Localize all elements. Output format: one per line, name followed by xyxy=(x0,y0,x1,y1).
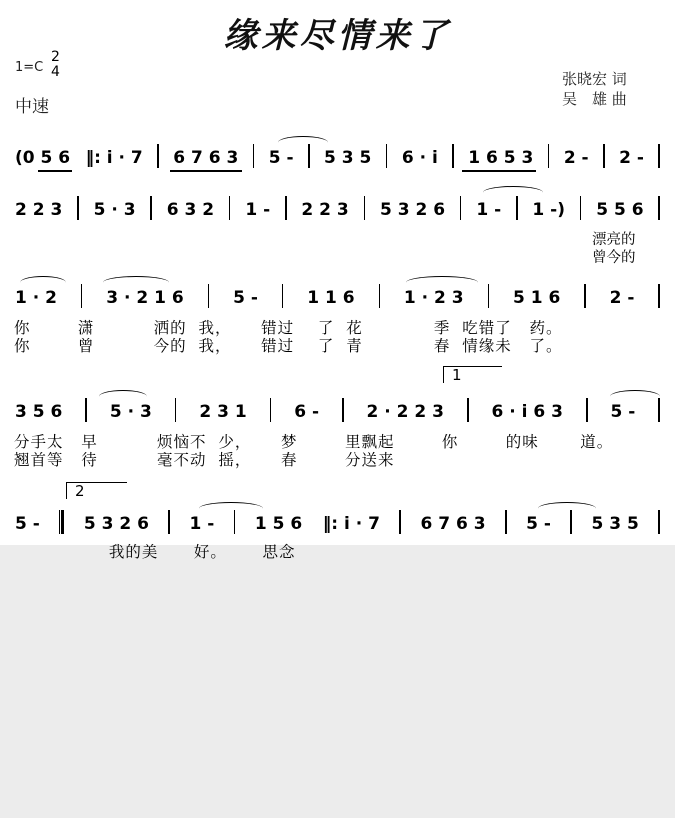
lyric-line: 你 潇 洒的 我， 错过 了 花 季 吃错了 药。 xyxy=(14,319,563,337)
time-signature-top: 2 xyxy=(51,49,60,65)
measure: 2 - xyxy=(609,288,635,308)
underline-beam xyxy=(38,170,72,172)
tempo-marking: 中速 xyxy=(15,97,49,117)
barline xyxy=(379,284,381,308)
measure: 3 · 2 1 6 xyxy=(106,288,184,308)
measure: ‖: i · 7 xyxy=(322,514,380,534)
measure: 6 7 6 3 xyxy=(173,148,239,168)
tie-arc xyxy=(103,276,169,289)
measure: 6 · i 6 3 xyxy=(491,402,563,422)
measure: 1 -) xyxy=(532,200,565,220)
tie-arc xyxy=(278,136,328,149)
measure: 6 3 2 xyxy=(166,200,215,220)
notation-row-2 xyxy=(14,194,660,220)
tie-arc xyxy=(406,276,478,289)
measure: 2 - xyxy=(563,148,589,168)
tie-arc xyxy=(199,502,263,515)
barline xyxy=(285,196,287,220)
volta-label: 2 xyxy=(75,482,85,500)
barline xyxy=(488,284,490,308)
barline xyxy=(77,196,79,220)
barline xyxy=(157,144,159,168)
measure: 5 3 5 xyxy=(324,148,372,168)
notation-row-1 xyxy=(14,142,660,168)
barline xyxy=(658,284,660,308)
measure: 3 5 6 xyxy=(15,402,63,422)
barline xyxy=(386,144,388,168)
measure: 1 5 6 xyxy=(254,514,303,534)
measure: 5 - xyxy=(15,514,40,534)
lyric-line: 翘首等 待 毫不动 摇， 春 分送来 xyxy=(14,451,395,469)
measure: 5 1 6 xyxy=(512,288,561,308)
barline xyxy=(150,196,152,220)
measure: 1 - xyxy=(476,200,502,220)
measure: 5 · 3 xyxy=(93,200,136,220)
barline xyxy=(208,284,210,308)
barline xyxy=(85,398,87,422)
barline xyxy=(282,284,284,308)
lyric-line: 你 曾 今的 我， 错过 了 青 春 情缘未 了。 xyxy=(14,337,563,355)
measure: 6 7 6 3 xyxy=(420,514,486,534)
measure: 1 6 5 3 xyxy=(468,148,534,168)
volta-label: 1 xyxy=(452,366,462,384)
underline-beam xyxy=(170,170,242,172)
measure: 5 3 5 xyxy=(591,514,639,534)
song-title: 缘来尽情来了 xyxy=(223,16,452,56)
barline xyxy=(505,510,507,534)
tie-arc xyxy=(20,276,66,289)
measure: 1 - xyxy=(189,514,215,534)
measure: 5 - xyxy=(268,148,294,168)
barline xyxy=(548,144,550,168)
measure: 5 3 2 6 xyxy=(83,514,149,534)
underline-beam xyxy=(462,170,536,172)
measure: 5 5 6 xyxy=(596,200,644,220)
tie-arc xyxy=(610,390,660,403)
lyric-line: 分手太 早 烦恼不 少， 梦 里飘起 你 的味 道。 xyxy=(14,433,614,451)
measure: 2 - xyxy=(619,148,644,168)
barline xyxy=(586,398,588,422)
repeat-end-barline xyxy=(59,510,64,534)
measure: 1 · 2 xyxy=(15,288,57,308)
measure: 5 - xyxy=(526,514,551,534)
barline xyxy=(467,398,469,422)
barline xyxy=(168,510,170,534)
lyricist-credit: 张晓宏 词 xyxy=(562,70,627,88)
measure: 2 · 2 2 3 xyxy=(366,402,444,422)
tie-arc xyxy=(99,390,147,403)
barline xyxy=(452,144,454,168)
barline xyxy=(516,196,518,220)
tie-arc xyxy=(538,502,596,515)
barline xyxy=(460,196,462,220)
barline xyxy=(658,196,660,220)
time-signature xyxy=(51,50,60,80)
measure: 1 1 6 xyxy=(307,288,355,308)
barline xyxy=(175,398,177,422)
lyric-line: 我的美 好。 思念 xyxy=(14,543,296,561)
composer-credit: 吴 雄 曲 xyxy=(562,90,627,108)
volta-bracket-1 xyxy=(443,366,502,383)
measure: 5 - xyxy=(610,402,636,422)
barline xyxy=(253,144,255,168)
barline xyxy=(81,284,83,308)
measure: ‖: i · 7 xyxy=(85,148,143,168)
measure: 6 - xyxy=(294,402,320,422)
measure: 5 3 2 6 xyxy=(380,200,446,220)
measure: 2 2 3 xyxy=(301,200,349,220)
barline xyxy=(603,144,605,168)
barline xyxy=(270,398,272,422)
measure: 1 · 2 3 xyxy=(403,288,464,308)
barline xyxy=(229,196,231,220)
measure: 2 2 3 xyxy=(15,200,63,220)
barline xyxy=(658,510,660,534)
measure: 1 - xyxy=(245,200,271,220)
volta-bracket-2 xyxy=(66,482,127,499)
barline xyxy=(584,284,586,308)
lyric-fragment: 曾今的 xyxy=(592,250,636,266)
lyric-fragment: 漂亮的 xyxy=(592,232,636,248)
tie-arc xyxy=(483,186,543,199)
barline xyxy=(342,398,344,422)
barline xyxy=(399,510,401,534)
measure: 6 · i xyxy=(401,148,438,168)
measure: (0 5 6 xyxy=(15,148,71,168)
measure: 2 3 1 xyxy=(199,402,247,422)
barline xyxy=(364,196,366,220)
time-signature-bottom: 4 xyxy=(51,64,60,80)
key-signature: 1=C xyxy=(15,60,44,75)
measure: 5 · 3 xyxy=(109,402,152,422)
barline xyxy=(580,196,582,220)
measure: 5 - xyxy=(233,288,258,308)
barline xyxy=(658,144,660,168)
